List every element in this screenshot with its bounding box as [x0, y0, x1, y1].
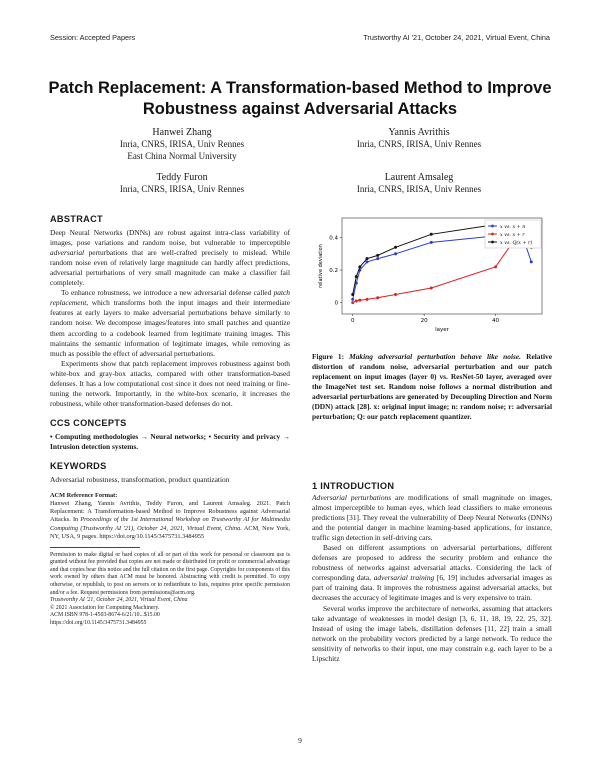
introduction-heading: 1 INTRODUCTION — [312, 481, 395, 491]
author-affiliation: Inria, CNRS, IRISA, Univ Rennes — [119, 184, 245, 194]
copyright-line: © 2021 Association for Computing Machinery. — [50, 604, 160, 611]
reference-heading: ACM Reference Format: — [50, 492, 118, 500]
isbn-line: ACM ISBN 978-1-4503-8674-6/21/10...$15.00 — [50, 612, 160, 619]
data-point — [394, 293, 397, 296]
ccs-heading: CCS CONCEPTS — [50, 417, 127, 428]
x-tick-label: 20 — [420, 318, 428, 324]
abstract-heading: ABSTRACT — [50, 214, 103, 224]
y-axis-label: relative deviation — [318, 244, 324, 288]
running-header-right: Trustworthy AI '21, October 24, 2021, Virtual Event, China — [363, 33, 550, 42]
intro-paragraph: Several works improve the architecture of networks, assuming that attackers take advantage of weaknesses in model design [3, 6, 11, 18, 19, 22, 25, 32]. Instead of using the image labels, distillation defenses [11, 22] train a small network on the probability vectors predicted by a large network. To reduce the sensitivity of networks to their input, one may constrain e.g. each layer to be a Lipschitz — [312, 603, 552, 663]
data-point — [358, 265, 361, 268]
data-point — [351, 298, 354, 301]
author-name: Yannis Avrithis — [388, 127, 450, 138]
abstract-paragraph: Deep Neural Networks (DNNs) are robust against intra-class variability of images, pose variations and random noise, but vulnerable to imperceptible adversarial perturbations that are well-crafted precisely to mislead. While random noise even of relatively large magnitude can hardly affect predictions, adversarial perturbations of very small magnitude can make a classifier fail completely. — [50, 228, 290, 288]
data-point — [430, 286, 433, 289]
ccs-concepts: • Computing methodologies → Neural networks; • Security and privacy → Intrusion detection systems. — [50, 431, 290, 451]
venue-line: Trustworthy AI '21, October 24, 2021, Virtual Event, China — [50, 597, 188, 604]
intro-paragraph: Adversarial perturbations are modifications of small magnitude on images, almost imperceptible to human eyes, which lead classifiers to make erroneous predictions [31]. They reveal the vulnerability of Deep Neural Networks (DNNs) and the potential danger in machine learning-based applications, for instance, traffic sign detection in self-driving cars. — [312, 493, 552, 543]
data-point — [530, 260, 533, 263]
legend-marker — [491, 241, 494, 244]
data-point — [351, 301, 354, 304]
figure-1-chart — [312, 212, 552, 338]
legend-label: x vs. x + n — [500, 225, 526, 230]
data-point — [358, 299, 361, 302]
legend-label: x vs. Q(x + r) — [500, 241, 533, 246]
doi-link[interactable]: https://doi.org/10.1145/3475731.3484955 — [50, 620, 147, 627]
left-column — [50, 214, 290, 628]
data-point — [394, 252, 397, 255]
legend-marker — [491, 233, 494, 236]
abstract-paragraph: To enhance robustness, we introduce a new adversarial defense called patch replacement, which transforms both the input images and their intermediate features at early layers to make adversarial perturbations behave similarly to random noise. We decompose images/features into small patches and quantize them according to a codebook learned from legitimate training images. This maintains the semantic information of legitimate images, while removing as much as possible the effect of adversarial perturbations. — [50, 288, 290, 358]
data-point — [494, 265, 497, 268]
author-affiliation: Inria, CNRS, IRISA, Univ Rennes — [356, 139, 482, 149]
y-tick-label: 0.2 — [329, 268, 338, 275]
legend-label: x vs. x + r — [500, 233, 525, 238]
data-point — [366, 298, 369, 301]
data-point — [430, 241, 433, 244]
author-affiliation: Inria, CNRS, IRISA, Univ Rennes — [119, 139, 245, 149]
data-point — [376, 296, 379, 299]
reference-text: Hanwei Zhang, Yannis Avrithis, Teddy Furon, and Laurent Amsaleg. 2021. Patch Replacement: A Transformation-based Method to Improve Robustness against Adversarial Attacks. In Proceedings of the 1st International Workshop on Trustworthy AI for Multimedia Computing (Trustworthy AI '21), October 24, 2021, Virtual Event, China. ACM, New York, NY, USA, 9 pages. https://doi.org/10.1145/3475731.3484955 — [50, 500, 291, 540]
data-point — [366, 260, 369, 263]
intro-paragraph: Based on different assumptions on adversarial perturbations, different defenses are proposed to address the security problem and enhance the robustness of networks against adversarial attacks. Considering the lack of corresponding data, adversarial training [6, 19] includes adversarial images as part of training data. It improves the robustness against adversarial attacks, but decreases the accuracy of legitimate images and is very expensive to train. — [312, 543, 552, 603]
line-chart-svg — [312, 212, 552, 338]
author-block-4 — [309, 172, 529, 196]
y-tick-label: 0 — [334, 300, 338, 307]
data-point — [394, 246, 397, 249]
author-block-1 — [72, 127, 292, 162]
abstract-paragraph: Experiments show that patch replacement improves robustness against both white-box and gray-box attacks, compared with other transformation-based defenses. It has a low computational cost since it does not need training or fine-tuning the network. Importantly, in the white-box scenario, it increases the robustness, while other transformation-based defenses do not. — [50, 358, 290, 408]
data-point — [376, 254, 379, 257]
author-affiliation: East China Normal University — [127, 150, 237, 161]
y-tick-label: 0.4 — [329, 235, 338, 242]
introduction-body — [312, 493, 552, 664]
data-point — [355, 275, 358, 278]
author-name: Laurent Amsaleg — [384, 172, 454, 183]
footnote-rule — [50, 547, 140, 548]
x-axis-label: layer — [435, 327, 449, 333]
keywords-text: Adversarial robustness, transformation, product quantization — [50, 475, 230, 485]
author-block-3 — [72, 172, 292, 196]
data-point — [376, 257, 379, 260]
data-point — [351, 293, 354, 296]
data-point — [355, 299, 358, 302]
author-block-2 — [309, 127, 529, 151]
permission-notice: Permission to make digital or hard copies of all or part of this work for personal or classroom use is granted without fee provided that copies are not made or distributed for profit or commercial advantage and that copies bear this notice and the full citation on the first page. Copyrights for components of this work owned by others than ACM must be honored. Abstracting with credit is permitted. To copy otherwise, or republish, to post on servers or to redistribute to lists, requires prior specific permission and/or a fee. Request permissions from permissions@acm.org. — [50, 551, 291, 596]
data-point — [366, 257, 369, 260]
legend-marker — [491, 225, 494, 228]
x-tick-label: 0 — [350, 318, 355, 324]
x-tick-label: 40 — [492, 318, 500, 324]
author-affiliation: Inria, CNRS, IRISA, Univ Rennes — [356, 184, 482, 194]
running-header-left: Session: Accepted Papers — [50, 33, 136, 42]
keywords-heading: KEYWORDS — [50, 461, 107, 472]
page-number: 9 — [298, 736, 302, 745]
author-name: Hanwei Zhang — [152, 127, 212, 138]
author-name: Teddy Furon — [156, 172, 208, 183]
paper-title: Patch Replacement: A Transformation-based Method to Improve Robustness against Adversarial Attacks — [48, 79, 552, 118]
figure-caption: Figure 1: Making adversarial perturbation behave like noise. Relative distortion of random noise, adversarial perturbation and our patch replacement on input images (layer 0) vs. ResNet-50 layer, averaged over the ImageNet test set. Random noise follows a normal distribution and adversarial perturbations are generated by Decoupling Direction and Norm (DDN) attack [28]. x: original input image; n: random noise; r: adversarial perturbation; Q: our patch replacement quantizer. — [312, 352, 552, 421]
data-point — [430, 233, 433, 236]
